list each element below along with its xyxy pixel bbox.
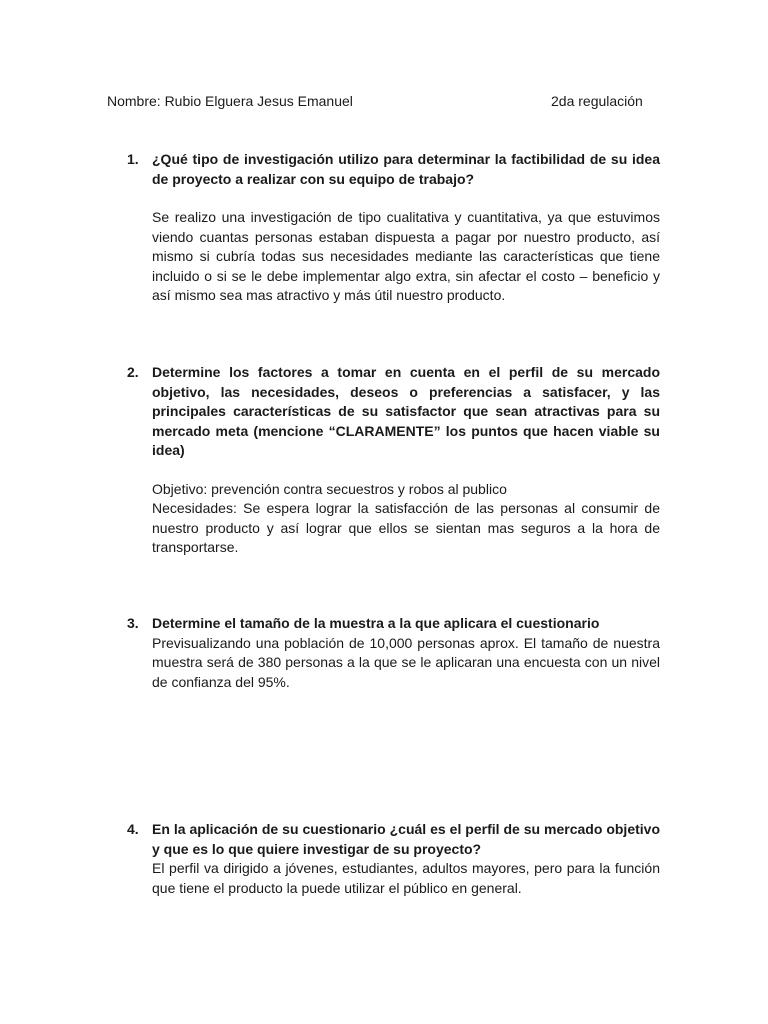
question-4	[127, 820, 660, 898]
question-title: En la aplicación de su cuestionario ¿cuál es el perfil de su mercado objetivo y que es lo que quiere investigar de su proyecto?	[152, 821, 660, 857]
question-title: ¿Qué tipo de investigación utilizo para determinar la factibilidad de su idea de proyecto a realizar con su equipo de trabajo?	[152, 151, 660, 187]
question-title: Determine el tamaño de la muestra a la que aplicara el cuestionario	[152, 615, 600, 631]
student-name: Nombre: Rubio Elguera Jesus Emanuel	[107, 93, 353, 109]
regulation-label: 2da regulación	[551, 93, 643, 109]
answer-paragraph: Se realizo una investigación de tipo cualitativa y cuantitativa, ya que estuvimos viendo cuantas personas estaban dispuesta a pagar por nuestro producto, así mismo si cubría todas sus necesidades mediante las características que tiene incluido o si se le debe implementar algo extra, sin afectar el costo – beneficio y así mismo sea mas atractivo y más útil nuestro producto.	[152, 209, 660, 303]
answer-paragraph: Necesidades: Se espera lograr la satisfacción de las personas al consumir de nuestro producto y así lograr que ellos se sientan mas seguros a la hora de transportarse.	[152, 500, 660, 555]
answer-paragraph: Objetivo: prevención contra secuestros y robos al publico	[152, 480, 507, 497]
answer-paragraph: Previsualizando una población de 10,000 personas aprox. El tamaño de nuestra muestra será de 380 personas a la que se le aplicaran una encuesta con un nivel de confianza del 95%.	[152, 634, 660, 690]
question-number: 2.	[127, 364, 139, 380]
question-1	[127, 150, 660, 306]
answer-paragraph: El perfil va dirigido a jóvenes, estudiantes, adultos mayores, pero para la función que tiene el producto la puede utilizar el público en general.	[152, 860, 660, 896]
question-title: Determine los factores a tomar en cuenta en el perfil de su mercado objetivo, las necesidades, deseos o preferencias a satisfacer, y las principales características de su satisfactor que sean atractivas para su mercado meta (mencione “CLARAMENTE” los puntos que hacen viable su idea)	[152, 364, 660, 458]
question-number: 4.	[127, 821, 139, 837]
question-number: 3.	[127, 615, 139, 631]
question-answer	[152, 634, 660, 693]
question-2	[127, 363, 660, 558]
question-answer	[152, 859, 660, 898]
document-header	[107, 91, 667, 111]
question-answer	[152, 208, 660, 306]
question-number: 1.	[127, 151, 139, 167]
question-answer	[152, 480, 660, 558]
question-3	[127, 614, 660, 692]
